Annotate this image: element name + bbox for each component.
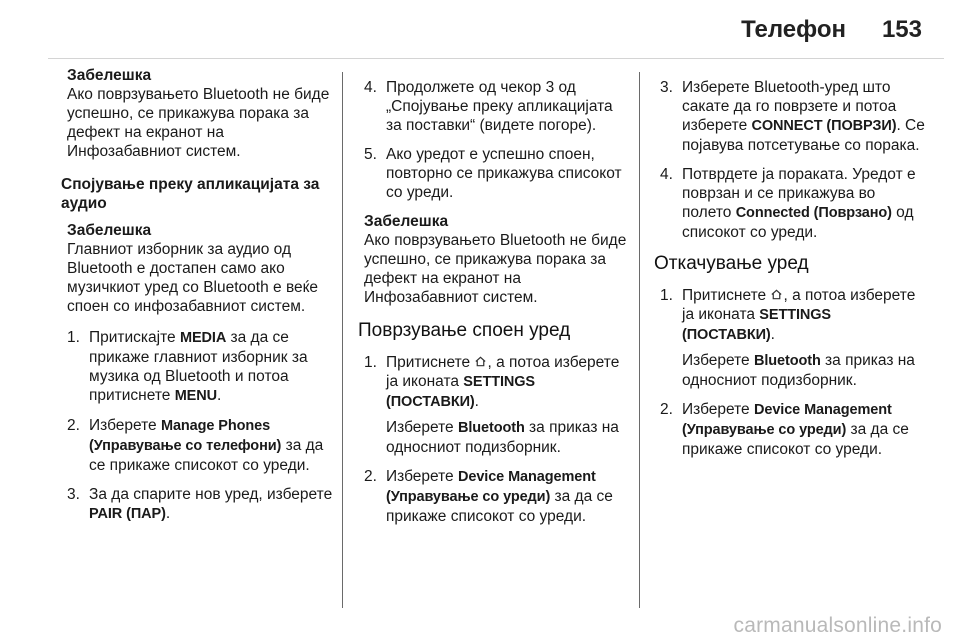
step-keyword: Device Management (Управување со уреди): [386, 469, 596, 505]
steps-list: [654, 286, 926, 459]
section-heading: Поврзување споен уред: [358, 320, 571, 341]
step-text: за да се прикаже списокот со уреди.: [682, 421, 909, 458]
list-item: [67, 485, 333, 524]
step-text: .: [770, 326, 775, 343]
note-block: [67, 221, 333, 316]
step-text: за да се прикаже списокот со уреди.: [386, 488, 613, 525]
step-text: . Се појавува потсетување со порака.: [682, 117, 925, 154]
column-2: [358, 78, 630, 536]
page-number: 153: [881, 16, 922, 43]
step-number: 3.: [67, 486, 80, 503]
step-keyword: SETTINGS (ПОСТАВКИ): [682, 307, 832, 343]
step-text: Изберете: [682, 401, 754, 418]
step-text: за приказ на односниот подизборник.: [386, 419, 619, 456]
step-keyword: SETTINGS (ПОСТАВКИ): [386, 374, 536, 410]
column-1: [61, 66, 333, 534]
list-item: [67, 328, 333, 406]
step-number: 1.: [364, 354, 377, 371]
list-item: [660, 78, 926, 155]
steps-list: [358, 78, 630, 202]
list-item: [660, 165, 926, 242]
list-item: [67, 416, 333, 475]
step-keyword: MENU: [174, 388, 217, 404]
list-item: [364, 78, 630, 135]
step-text: Изберете: [89, 417, 161, 434]
step-number: 3.: [660, 79, 673, 96]
step-number: 4.: [660, 166, 673, 183]
list-item: [364, 467, 630, 526]
step-text: Продолжете од чекор 3 од „Спојување преку апликацијата за поставки“ (видете погоре).: [386, 79, 613, 134]
step-text: за да се прикаже списокот со уреди.: [89, 437, 324, 474]
step-text: , а потоа изберете ја иконата: [386, 354, 620, 390]
step-text: .: [217, 387, 222, 404]
note-block: [364, 212, 630, 307]
step-text: Притискајте: [89, 329, 180, 346]
step-text: За да спарите нов уред, изберете: [89, 486, 333, 503]
step-text: за приказ на односниот подизборник.: [682, 352, 915, 389]
step-text: .: [474, 393, 479, 410]
page-title: Телефон: [741, 16, 846, 43]
step-text: Изберете: [682, 352, 754, 369]
note-title: Забелешка: [67, 222, 152, 239]
step-text: , а потоа изберете ја иконата: [682, 287, 916, 323]
step-text: .: [165, 505, 171, 522]
list-item: [660, 400, 926, 459]
note-block: [67, 66, 333, 161]
step-number: 2.: [364, 468, 377, 485]
step-subtext: [386, 418, 630, 457]
step-text: Притиснете: [386, 354, 475, 371]
step-number: 1.: [67, 329, 80, 346]
step-text: Притиснете: [682, 287, 771, 304]
step-keyword: PAIR (ПАР): [89, 506, 166, 522]
step-number: 4.: [364, 79, 377, 96]
steps-list: [358, 353, 630, 526]
step-number: 5.: [364, 146, 377, 163]
home-icon: [474, 355, 487, 368]
step-text: Изберете Bluetooth-уред што сакате да го поврзете и потоа изберете: [682, 79, 897, 134]
step-text: Потврдете ја пораката. Уредот е поврзан и се прикажува во полето: [682, 166, 916, 221]
step-text: Изберете: [386, 419, 458, 436]
list-item: [364, 353, 630, 457]
step-keyword: Bluetooth: [457, 420, 525, 436]
step-text: Изберете: [386, 468, 458, 485]
steps-list: [654, 78, 926, 242]
step-number: 2.: [67, 417, 80, 434]
step-number: 1.: [660, 287, 673, 304]
column-divider: [639, 72, 640, 608]
column-divider: [342, 72, 343, 608]
step-text: од списокот со уреди.: [682, 204, 914, 241]
home-icon: [770, 288, 783, 301]
step-keyword: Manage Phones (Управување со телефони): [89, 418, 282, 454]
note-text: Ако поврзувањето Bluetooth не биде успешно, се прикажува порака за дефект на екранот на Инфозабавниот систем.: [364, 232, 627, 306]
step-keyword: Bluetooth: [753, 353, 821, 369]
note-text: Ако поврзувањето Bluetooth не биде успешно, се прикажува порака за дефект на екранот на Инфозабавниот систем.: [67, 86, 330, 160]
steps-list: [61, 328, 333, 524]
watermark: carmanualsonline.info: [733, 614, 942, 637]
section-heading: Откачување уред: [654, 253, 809, 274]
step-keyword: Connected (Поврзано): [735, 205, 892, 221]
step-text: Ако уредот е успешно споен, повторно се прикажува списокот со уреди.: [386, 146, 622, 201]
note-text: Главниот изборник за аудио од Bluetooth е достапен само ако музичкиот уред со Bluetooth е веќе споен со инфозабавниот систем.: [67, 241, 319, 315]
step-keyword: CONNECT (ПОВРЗИ): [751, 118, 897, 134]
step-number: 2.: [660, 401, 673, 418]
step-text: за да се прикаже главниот изборник за музика од Bluetooth и потоа притиснете: [89, 329, 308, 404]
note-title: Забелешка: [364, 213, 449, 230]
header-rule: [48, 58, 944, 59]
note-title: Забелешка: [67, 67, 152, 84]
step-subtext: [682, 351, 926, 390]
section-subheading: Спојување преку апликацијата за аудио: [61, 176, 320, 212]
list-item: [364, 145, 630, 202]
page-header: [0, 0, 960, 56]
step-keyword: Device Management (Управување со уреди): [682, 402, 892, 438]
column-3: [654, 78, 926, 469]
list-item: [660, 286, 926, 390]
step-keyword: MEDIA: [179, 330, 227, 346]
